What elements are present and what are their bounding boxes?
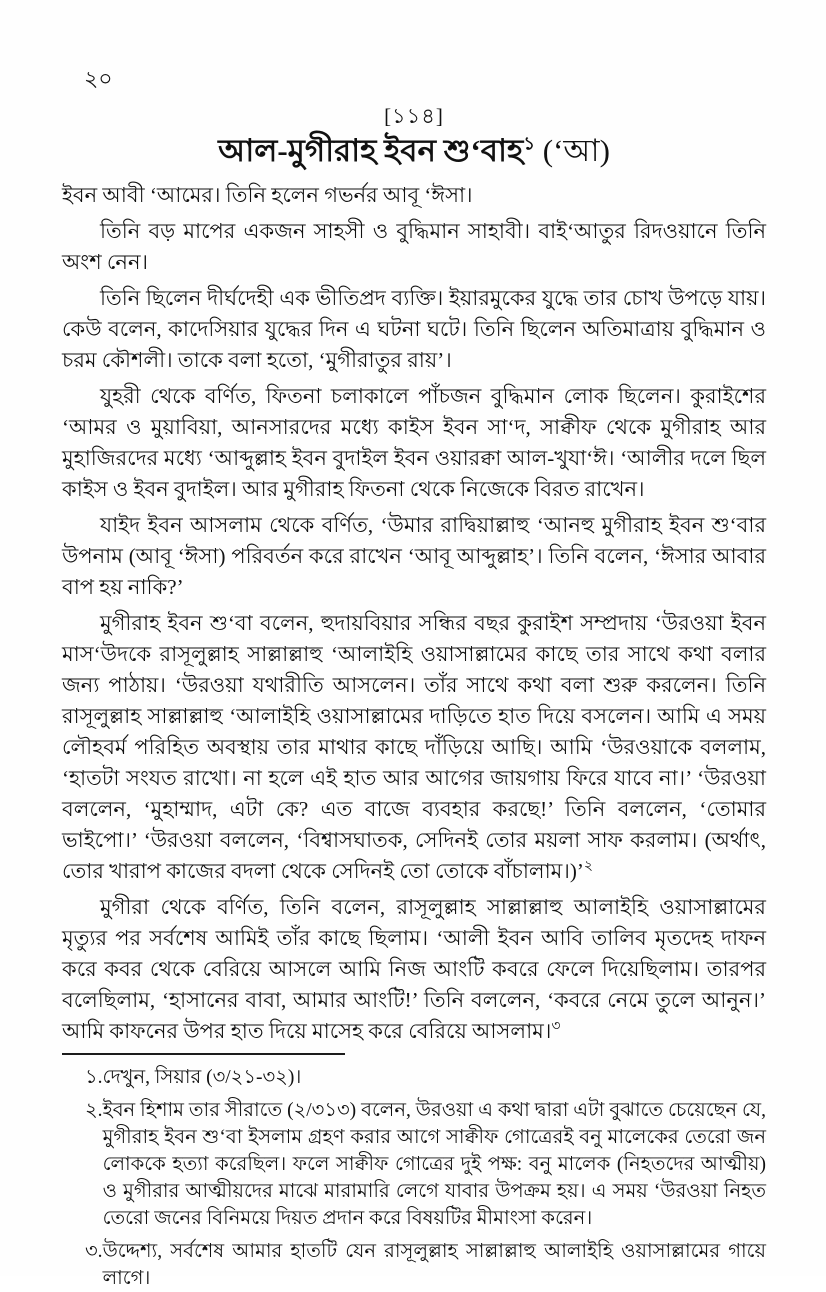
paragraph-text: মুগীরাহ ইবন শু‘বা বলেন, হুদায়বিয়ার সন্ধির বছর কুরাইশ সম্প্রদায় ‘উরওয়া ইবন মাস‘উদকে রাসূলুল্লাহ সাল্লাল্লাহু ‘আলাইহি ওয়াসাল্লামের কাছে তার সাথে কথা বলার জন্য পাঠায়। ‘উরওয়া যথারীতি আসলেন। তাঁর সাথে কথা বলা শুরু করলেন। তিনি রাসূলুল্লাহ সাল্লাল্লাহু ‘আলাইহি ওয়াসাল্লামের দাড়িতে হাত দিয়ে বসলেন। আমি এ সময় লৌহবর্ম পরিহিত অবস্থায় তার মাথার কাছে দাঁড়িয়ে আছি। আমি ‘উরওয়াকে বললাম, ‘হাতটা সংযত রাখো। না হলে এই হাত আর আগের জায়গায় ফিরে যাবে না।’ ‘উরওয়া বললেন, ‘মুহাম্মাদ, এটা কে? এত বাজে ব্যবহার করছে!’ তিনি বললেন, ‘তোমার ভাইপো।’ ‘উরওয়া বললেন, ‘বিশ্বাসঘাতক, সেদিনই তোর ময়লা সাফ করলাম। (অর্থাৎ, তোর খারাপ কাজের বদলা থেকে সেদিনই তো তোকে বাঁচালাম।)’ [62, 611, 766, 883]
footnote-text: ইবন হিশাম তার সীরাতে (২/৩১৩) বলেন, উরওয়া এ কথা দ্বারা এটা বুঝাতে চেয়েছেন যে, মুগীরাহ ইবন শু‘বা ইসলাম গ্রহণ করার আগে সাক্বীফ গোত্রেরই বনু মালেকের তেরো জন লোককে হত্যা করেছিল। ফলে সাক্বীফ গোত্রের দুই পক্ষ: বনু মালেক (নিহতদের আত্মীয়) ও মুগীরার আত্মীয়দের মাঝে মারামারি লেগে যাবার উপক্রম হয়। এ সময় ‘উরওয়া নিহত তেরো জনের বিনিময়ে দিয়ত প্রদান করে বিষয়টির মীমাংসা করেন। [102, 1100, 766, 1229]
section-number-marker: [১১৪] [384, 104, 444, 128]
footnote-reference: ২ [583, 859, 593, 874]
paragraph-text: মুগীরা থেকে বর্ণিত, তিনি বলেন, রাসূলুল্লাহ সাল্লাল্লাহু আলাইহি ওয়াসাল্লামের মৃত্যুর পর সর্বশেষ আমিই তাঁর কাছে ছিলাম। ‘আলী ইবন আবি তালিব মৃতদেহ দাফন করে কবর থেকে বেরিয়ে আসলে আমি নিজ আংটি কবরে ফেলে দিয়েছিলাম। তারপর বলেছিলাম, ‘হাসানের বাবা, আমার আংটি!’ তিনি বললেন, ‘কবরে নেমে তুলে আনুন।’ আমি কাফনের উপর হাত দিয়ে মাসেহ করে বেরিয়ে আসলাম। [62, 895, 766, 1043]
footnote-reference: ৩ [551, 1019, 561, 1034]
page-number: ২০ [84, 66, 113, 91]
body-text [62, 180, 766, 1047]
paragraph: তিনি ছিলেন দীর্ঘদেহী এক ভীতিপ্রদ ব্যক্তি। ইয়ারমুকের যুদ্ধে তার চোখ উপড়ে যায়। কেউ বলেন, কাদেসিয়ার যুদ্ধের দিন এ ঘটনা ঘটে। তিনি ছিলেন অতিমাত্রায় বুদ্ধিমান ও চরম কৌশলী। তাকে বলা হতো, ‘মুগীরাতুর রায়’। [62, 286, 766, 372]
footnote-item [62, 1238, 766, 1292]
footnotes-section [62, 1064, 766, 1292]
footnote-number: ২. [85, 1100, 103, 1121]
title-footnote-reference: ১ [523, 133, 536, 154]
footnote-text: দেখুন, সিয়ার (৩/২১-৩২)। [102, 1067, 302, 1088]
paragraph: তিনি বড় মাপের একজন সাহসী ও বুদ্ধিমান সাহাবী। বাই‘আতুর রিদওয়ানে তিনি অংশ নেন। [62, 219, 766, 274]
paragraph: ইবন আবী ‘আমের। তিনি হলেন গভর্নর আবূ ‘ঈসা। [62, 183, 473, 207]
paragraph [62, 608, 766, 887]
article-title-suffix: (‘আ) [535, 133, 610, 168]
footnote-number: ৩. [85, 1241, 103, 1262]
footnote-item [62, 1097, 766, 1232]
footnote-divider [62, 1053, 345, 1055]
paragraph: যাইদ ইবন আসলাম থেকে বর্ণিত, ‘উমার রাদ্বিয়াল্লাহু ‘আনহু মুগীরাহ ইবন শু‘বার উপনাম (আবূ ‘ঈসা) পরিবর্তন করে রাখেন ‘আবূ আব্দুল্লাহ’। তিনি বলেন, ‘ঈসার আবার বাপ হয় নাকি?’ [62, 513, 766, 599]
footnote-item [62, 1064, 766, 1091]
paragraph [62, 892, 766, 1047]
article-title-main: আল-মুগীরাহ ইবন শু‘বাহ [218, 133, 524, 168]
footnote-text: উদ্দেশ্য, সর্বশেষ আমার হাতটি যেন রাসূলুল্লাহ সাল্লাল্লাহু আলাইহি ওয়াসাল্লামের গায়ে লাগে। [102, 1241, 766, 1289]
article-title [62, 131, 766, 171]
paragraph: যুহরী থেকে বর্ণিত, ফিতনা চলাকালে পাঁচজন বুদ্ধিমান লোক ছিলেন। কুরাইশের ‘আমর ও মুয়াবিয়া, আনসারদের মধ্যে কাইস ইবন সা‘দ, সাক্বীফ থেকে মুগীরাহ আর মুহাজিরদের মধ্যে ‘আব্দুল্লাহ ইবন বুদাইল ইবন ওয়ারক্বা আল-খুযা‘ঈ। ‘আলীর দলে ছিল কাইস ও ইবন বুদাইল। আর মুগীরাহ ফিতনা থেকে নিজেকে বিরত রাখেন। [62, 384, 766, 501]
footnote-number: ১. [85, 1067, 103, 1088]
